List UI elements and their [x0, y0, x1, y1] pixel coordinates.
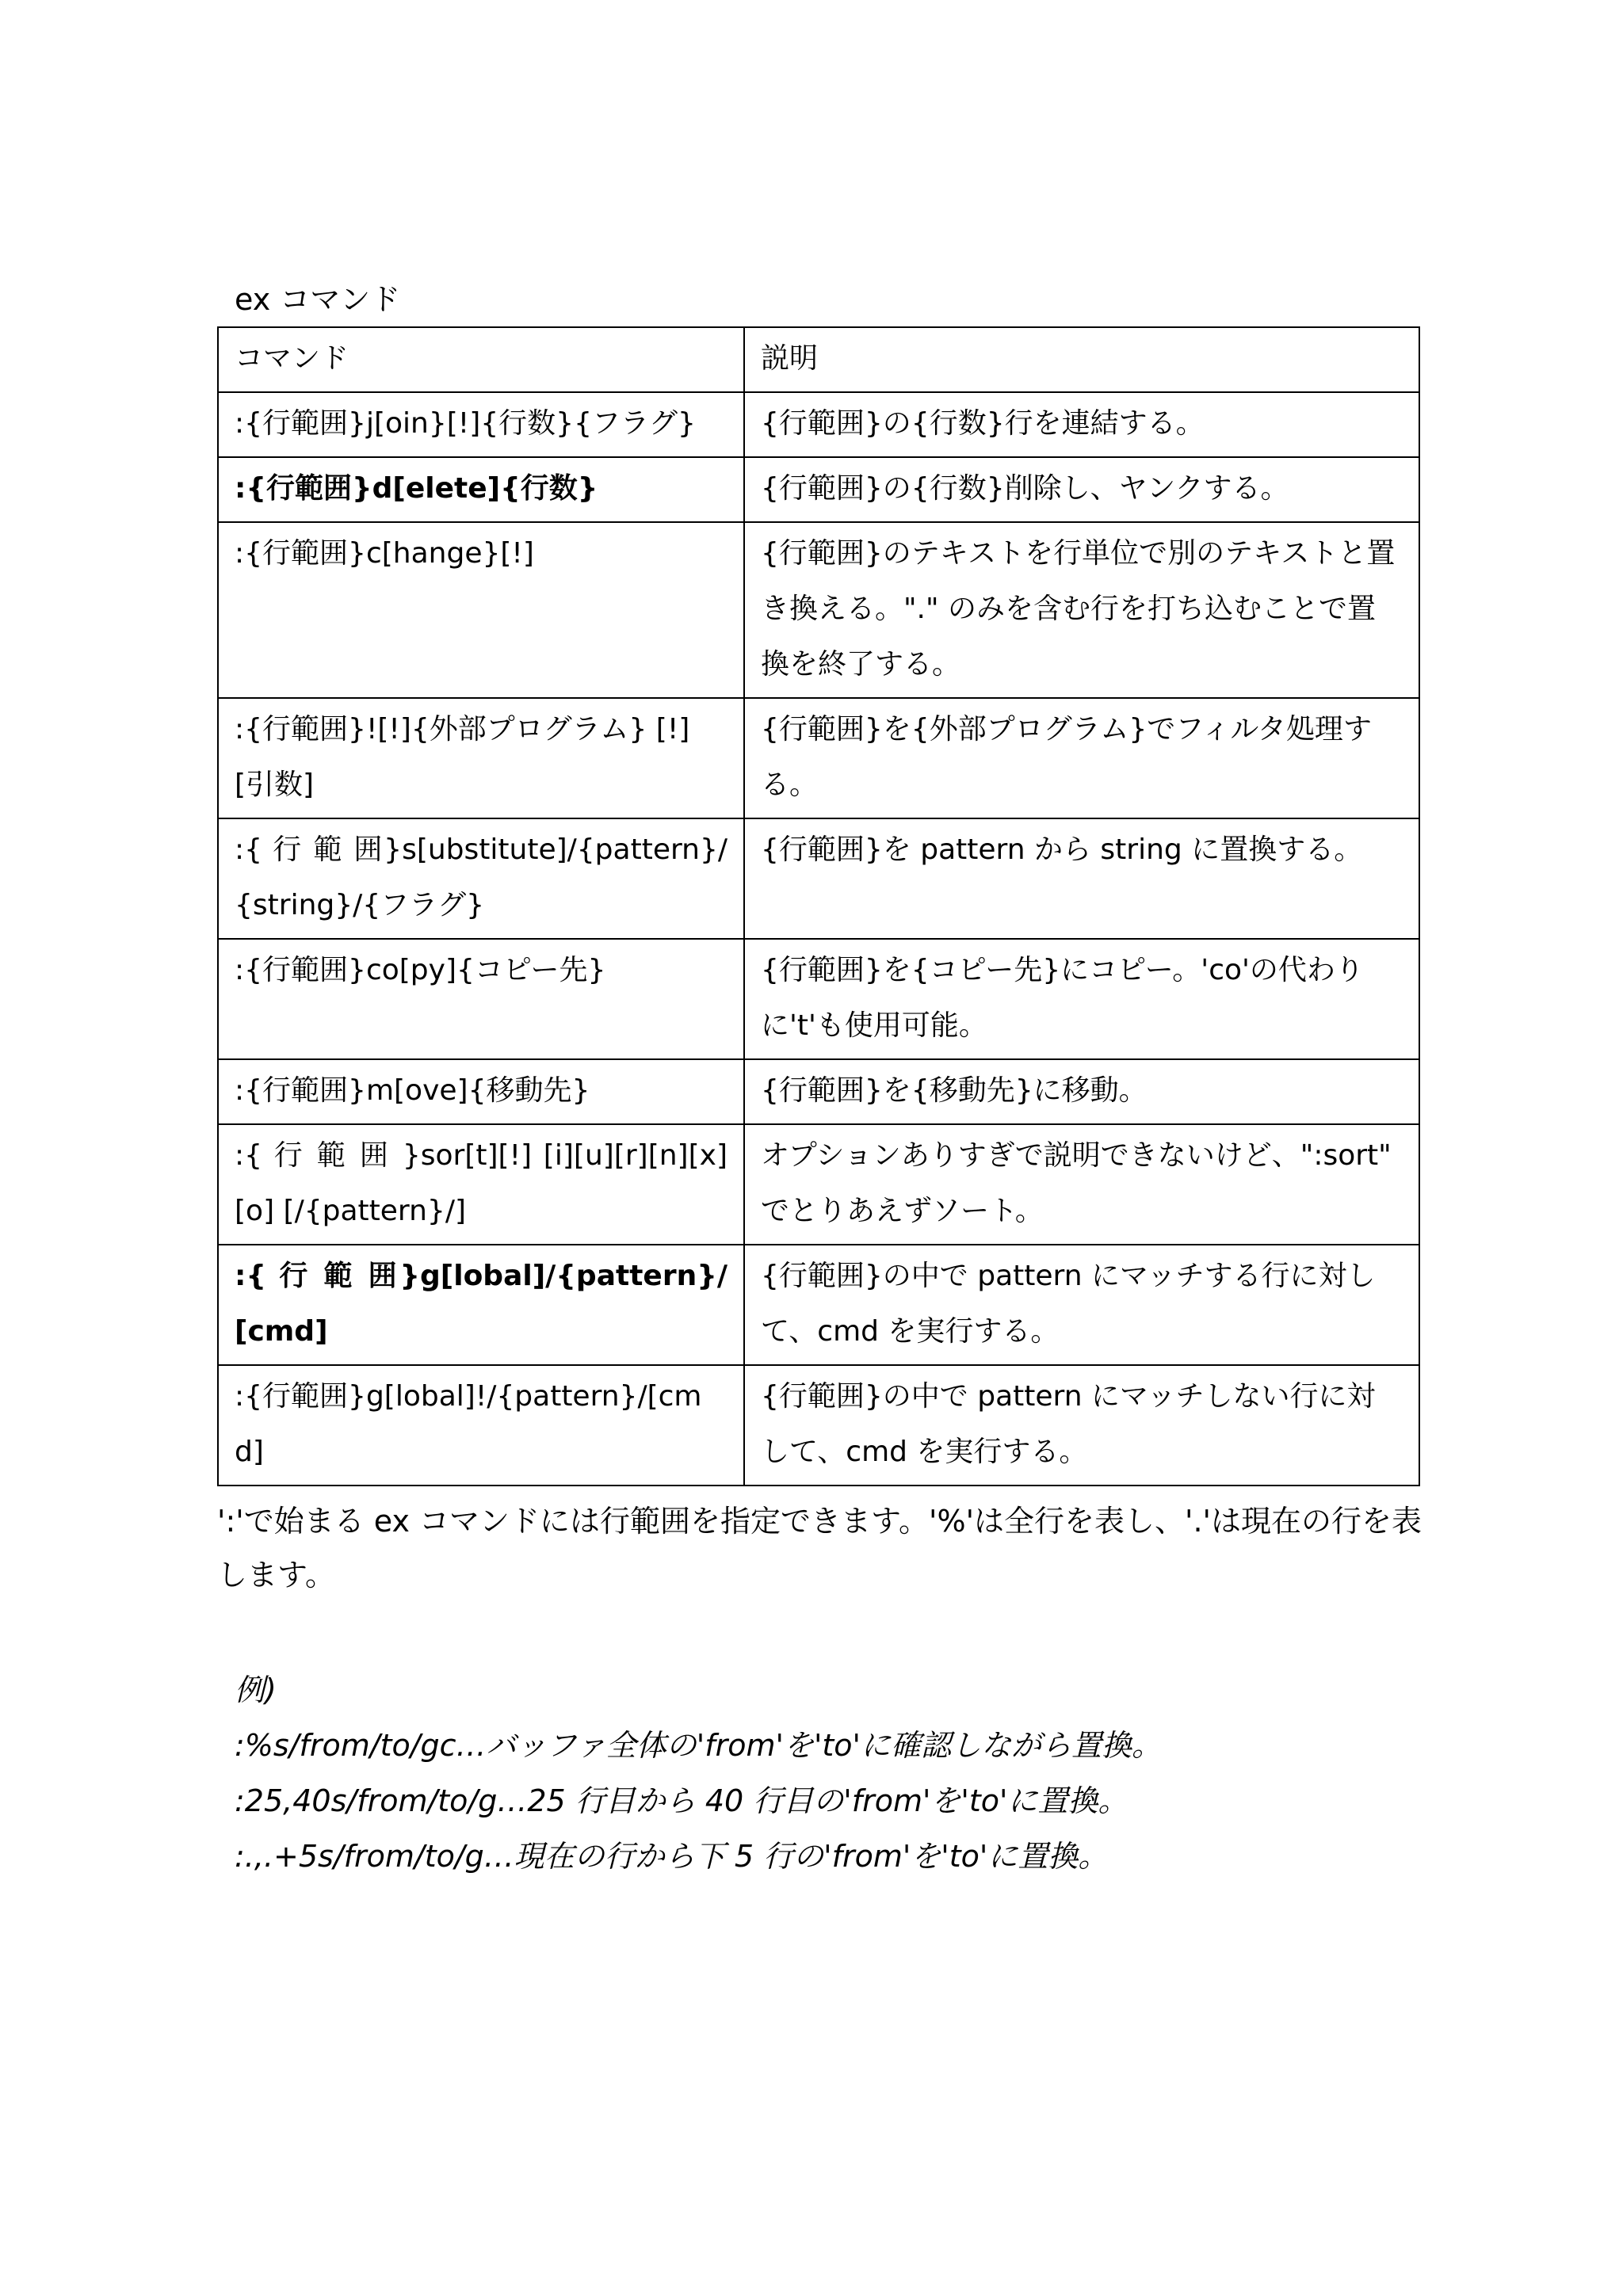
description-cell: {行範囲}を{移動先}に移動。	[744, 1059, 1419, 1124]
command-cell: :{行範囲}c[hange}[!]	[218, 522, 744, 698]
examples-section	[235, 1662, 1423, 1884]
header-command: コマンド	[218, 327, 744, 392]
description-cell: {行範囲}の中で pattern にマッチしない行に対して、cmd を実行する。	[744, 1365, 1419, 1486]
description-cell: オプションありすぎで説明できないけど、":sort" でとりあえずソート。	[744, 1124, 1419, 1245]
description-cell: {行範囲}を pattern から string に置換する。	[744, 818, 1419, 939]
example-line: :25,40s/from/to/g…25 行目から 40 行目の'from'を'to'に置換。	[235, 1783, 1128, 1818]
command-cell: :{ 行 範 囲 }sor[t][!] [i][u][r][n][x][o] [/{pattern}/]	[218, 1124, 744, 1245]
description-cell: {行範囲}の{行数}削除し、ヤンクする。	[744, 457, 1419, 522]
table-row	[218, 1245, 1419, 1365]
example-line: :.,.+5s/from/to/g…現在の行から下 5 行の'from'を'to'に置換。	[235, 1839, 1109, 1874]
description-cell: {行範囲}を{外部プログラム}でフィルタ処理する。	[744, 698, 1419, 818]
description-cell: {行範囲}のテキストを行単位で別のテキストと置き換える。"." のみを含む行を打ち込むことで置換を終了する。	[744, 522, 1419, 698]
table-row	[218, 939, 1419, 1059]
page-title: ex コマンド	[235, 282, 401, 317]
example-line: :%s/from/to/gc…バッファ全体の'from'を'to'に確認しながら置換。	[235, 1728, 1162, 1763]
table-row	[218, 1124, 1419, 1245]
command-cell: :{行範囲}co[py]{コピー先}	[218, 939, 744, 1059]
table-row	[218, 818, 1419, 939]
examples-heading: 例)	[235, 1672, 277, 1707]
table-row	[218, 1059, 1419, 1124]
table-row	[218, 698, 1419, 818]
description-cell: {行範囲}を{コピー先}にコピー。'co'の代わりに't'も使用可能。	[744, 939, 1419, 1059]
range-note: ':'で始まる ex コマンドには行範囲を指定できます。'%'は全行を表し、'.'は現在の行を表します。	[217, 1504, 1422, 1592]
table-header-row	[218, 327, 1419, 392]
table-row	[218, 522, 1419, 698]
command-cell: :{ 行 範 囲}g[lobal]/{pattern}/[cmd]	[218, 1245, 744, 1365]
description-cell: {行範囲}の{行数}行を連結する。	[744, 392, 1419, 457]
table-row	[218, 457, 1419, 522]
table-row	[218, 1365, 1419, 1486]
command-cell: :{ 行 範 囲}s[ubstitute]/{pattern}/{string}/{フラグ}	[218, 818, 744, 939]
description-cell: {行範囲}の中で pattern にマッチする行に対して、cmd を実行する。	[744, 1245, 1419, 1365]
command-cell: :{行範囲}g[lobal]!/{pattern}/[cmd]	[218, 1365, 744, 1486]
command-cell: :{行範囲}j[oin}[!]{行数}{フラグ}	[218, 392, 744, 457]
ex-command-table	[217, 326, 1420, 1486]
header-description: 説明	[744, 327, 1419, 392]
command-cell: :{行範囲}d[elete]{行数}	[218, 457, 744, 522]
table-row	[218, 392, 1419, 457]
command-cell: :{行範囲}m[ove]{移動先}	[218, 1059, 744, 1124]
command-cell: :{行範囲}![!]{外部プログラム} [!][引数]	[218, 698, 744, 818]
